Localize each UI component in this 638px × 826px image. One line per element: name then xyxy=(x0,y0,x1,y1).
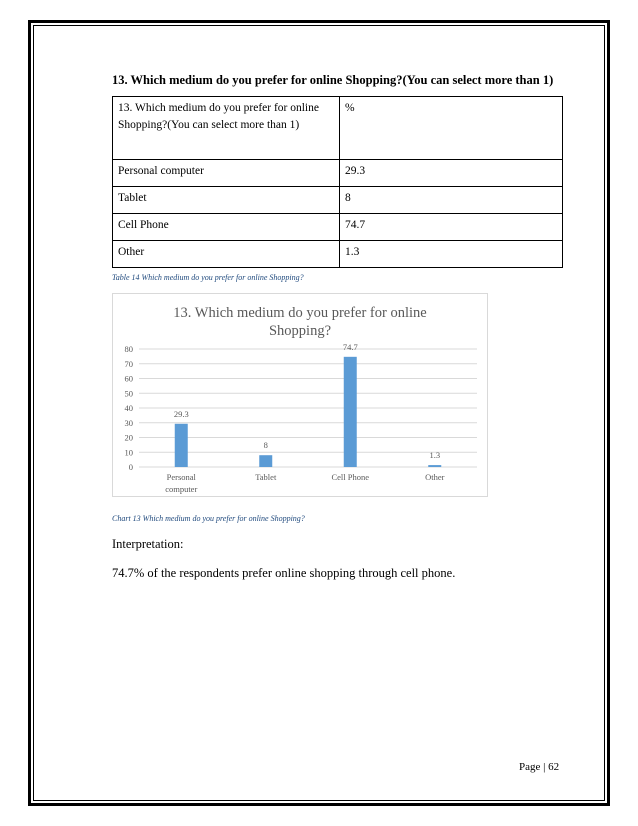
y-tick-label: 80 xyxy=(124,344,133,354)
bar xyxy=(428,465,441,467)
x-tick-label: Tablet xyxy=(255,472,277,482)
interpretation-label: Interpretation: xyxy=(112,537,184,551)
y-tick-label: 10 xyxy=(124,447,133,458)
x-tick-label: Other xyxy=(425,472,445,482)
question-heading: 13. Which medium do you prefer for online Shopping?(You can select more than 1) xyxy=(112,73,554,87)
bar xyxy=(175,424,188,467)
data-label: 1.3 xyxy=(429,450,441,461)
x-tick-label: computer xyxy=(165,484,198,494)
table-header-row xyxy=(113,97,563,160)
table-cell-value: 29.3 xyxy=(340,160,563,187)
data-label: 29.3 xyxy=(173,408,189,419)
table-cell-value: 74.7 xyxy=(340,214,563,241)
table-row xyxy=(113,160,563,187)
y-tick-label: 40 xyxy=(124,403,133,413)
table-header-percent: % xyxy=(340,97,563,160)
table-cell-label: Other xyxy=(113,241,340,268)
x-tick-label: Personal xyxy=(166,472,196,482)
chart-title: Shopping? xyxy=(268,323,332,339)
table-header-question: 13. Which medium do you prefer for online Shopping?(You can select more than 1) xyxy=(113,97,340,160)
chart-title: 13. Which medium do you prefer for online xyxy=(173,305,427,321)
chart-frame xyxy=(112,293,488,497)
y-tick-label: 30 xyxy=(124,417,133,428)
data-label: 8 xyxy=(263,440,268,451)
table-row xyxy=(113,214,563,241)
table-cell-label: Cell Phone xyxy=(113,214,340,241)
table-row xyxy=(113,241,563,268)
table-cell-value: 1.3 xyxy=(340,241,563,268)
y-tick-label: 0 xyxy=(128,462,133,472)
y-tick-label: 20 xyxy=(124,432,133,443)
table-cell-label: Personal computer xyxy=(113,160,340,187)
interpretation-text: 74.7% of the respondents prefer online shopping through cell phone. xyxy=(112,566,456,580)
table-caption: Table 14 Which medium do you prefer for online Shopping? xyxy=(112,273,304,282)
table-cell-label: Tablet xyxy=(113,187,340,214)
table-cell-value: 8 xyxy=(340,187,563,214)
bar xyxy=(259,455,272,467)
y-tick-label: 60 xyxy=(124,373,133,384)
data-label: 74.7 xyxy=(342,341,358,352)
results-table xyxy=(112,96,563,268)
x-tick-label: Cell Phone xyxy=(331,472,370,482)
y-tick-label: 50 xyxy=(124,388,133,399)
bar-chart xyxy=(113,294,487,496)
page-number: Page | 62 xyxy=(519,761,560,773)
table-row xyxy=(113,187,563,214)
chart-caption: Chart 13 Which medium do you prefer for online Shopping? xyxy=(112,514,305,523)
y-tick-label: 70 xyxy=(124,358,133,369)
bar xyxy=(344,357,357,467)
